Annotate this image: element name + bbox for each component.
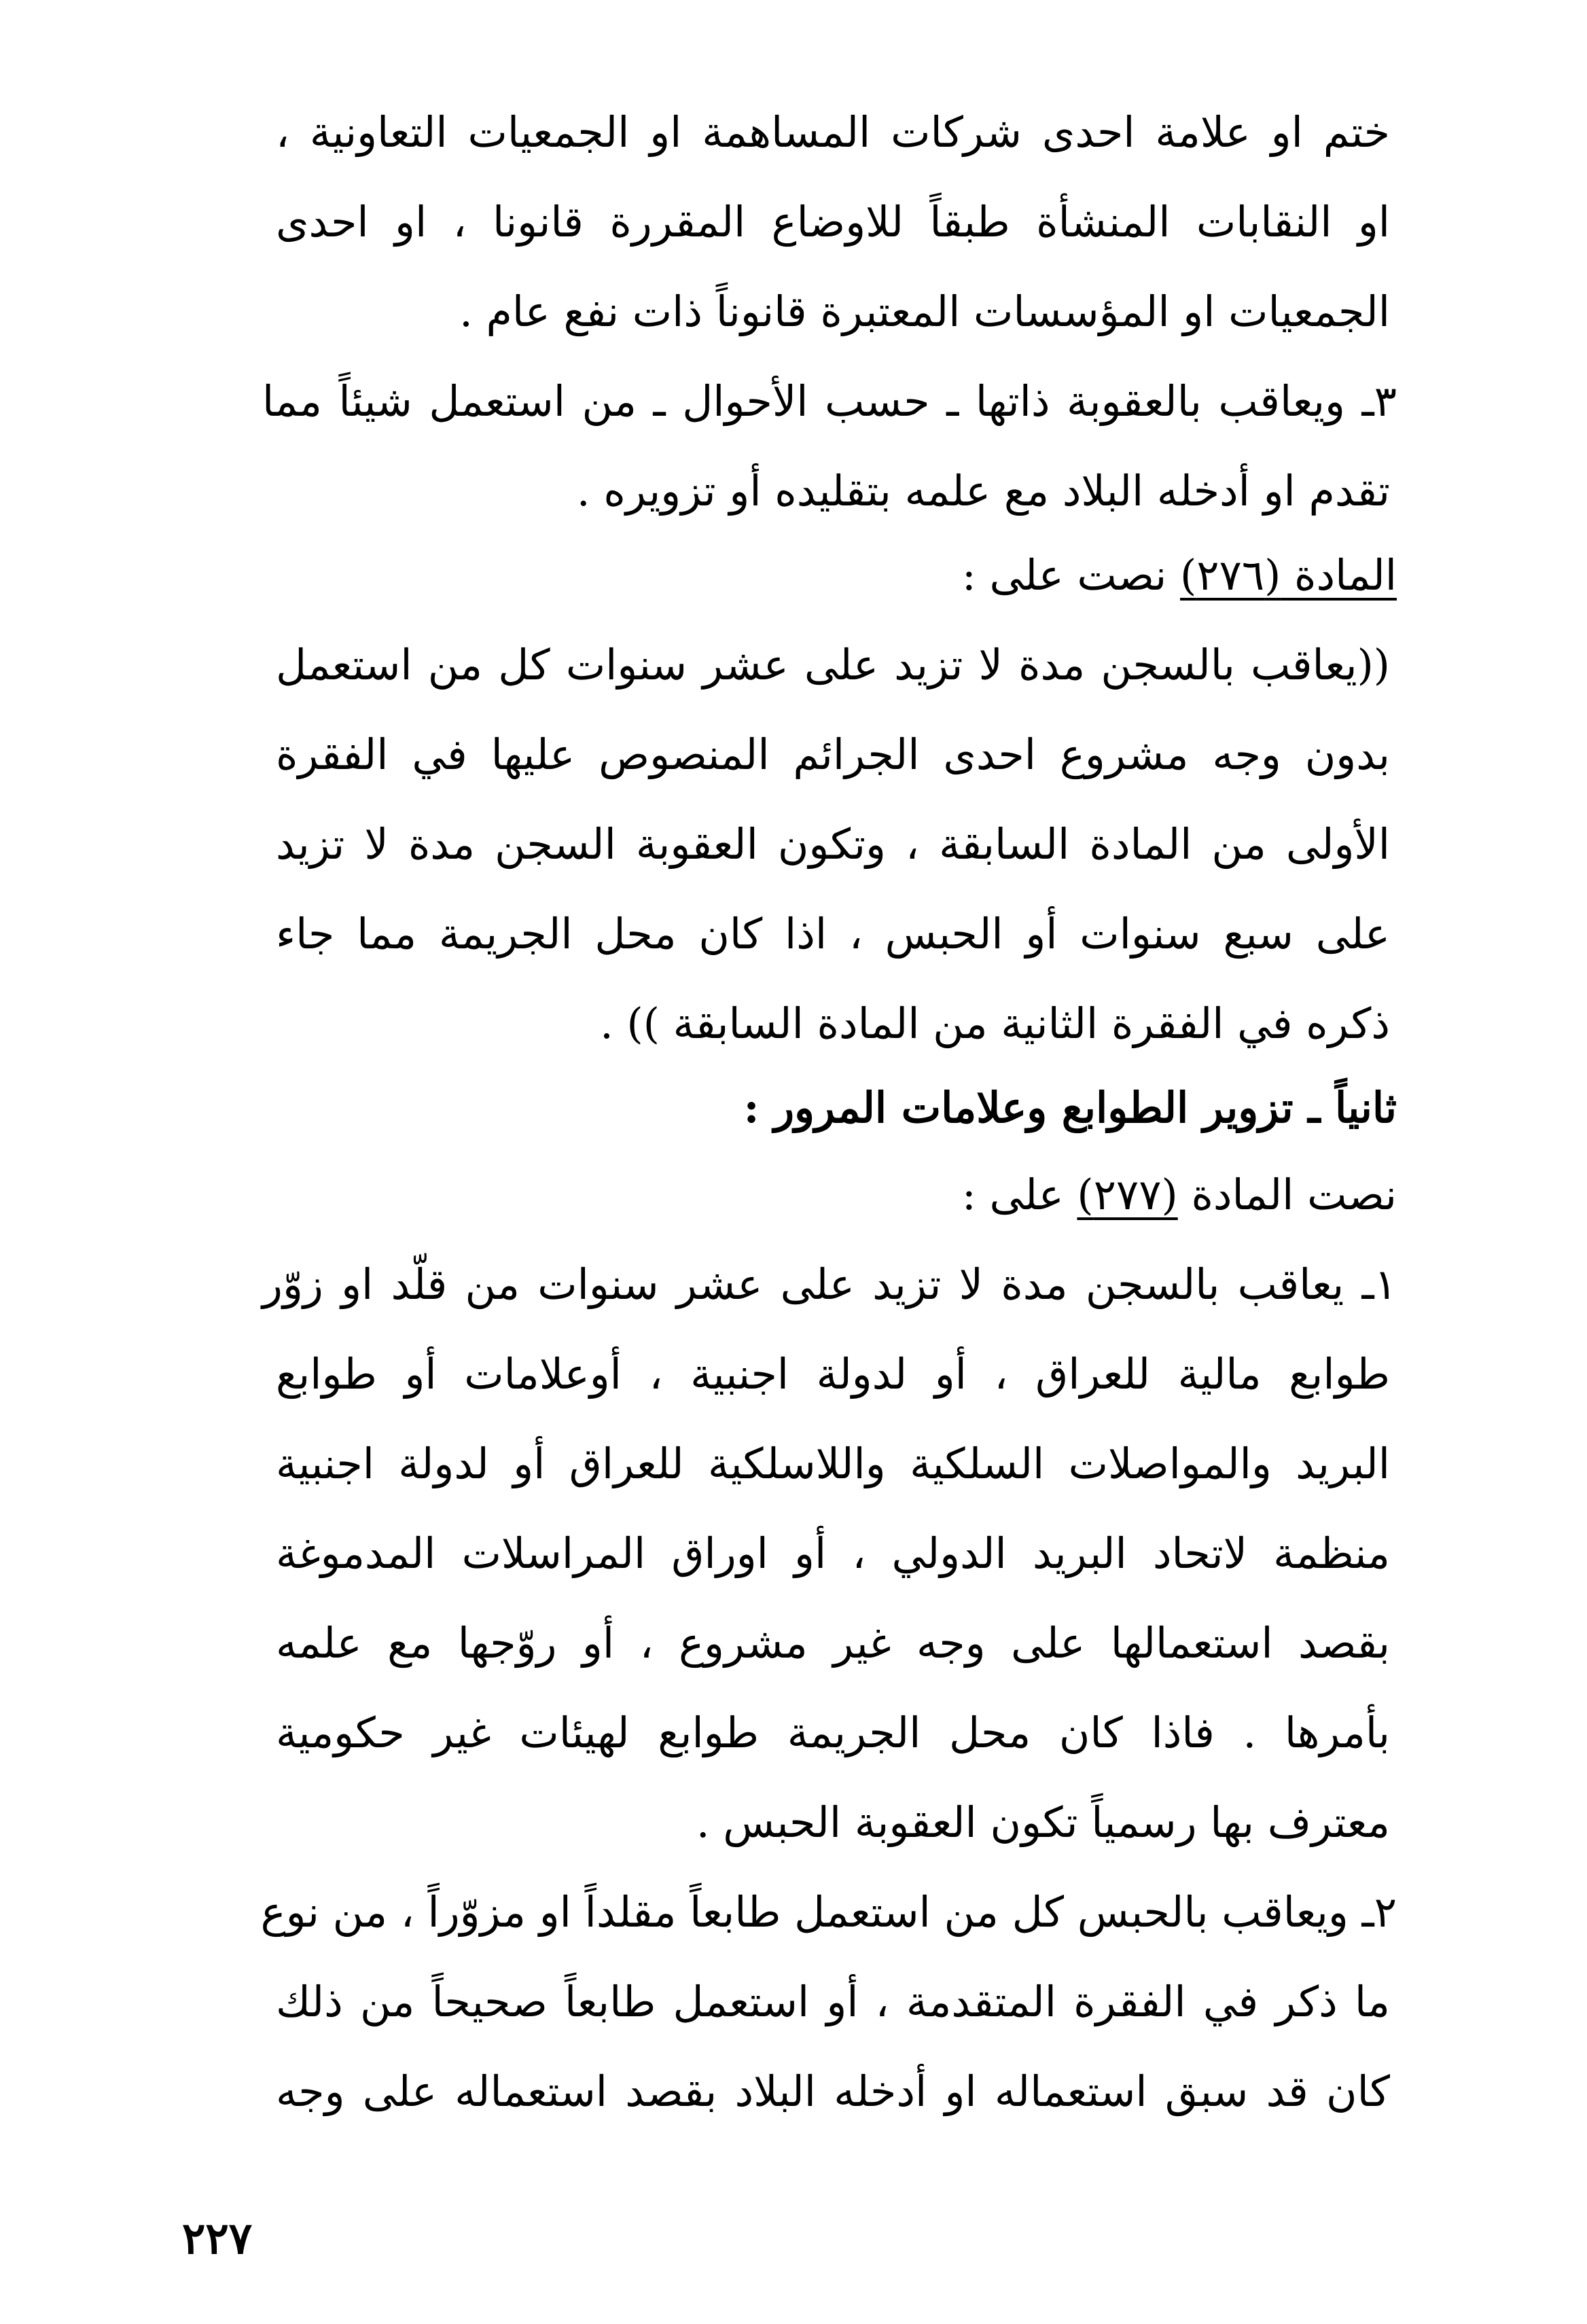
text-line: ((يعاقب بالسجن مدة لا تزيد على عشر سنوات كل من استعمل xyxy=(276,640,1390,690)
article-intro: نصت على : xyxy=(961,550,1181,600)
text-line: ختم او علامة احدى شركات المساهمة او الجمعيات التعاونية ، xyxy=(276,107,1390,157)
text-line: تقدم او أدخله البلاد مع علمه بتقليده أو تزويره . xyxy=(576,466,1390,516)
text-line: بأمرها . فاذا كان محل الجريمة طوابع لهيئات غير حكومية xyxy=(276,1708,1390,1757)
text-line: منظمة لاتحاد البريد الدولي ، أو اوراق المراسلات المدموغة xyxy=(276,1529,1390,1578)
text-line: كان قد سبق استعماله او أدخله البلاد بقصد استعماله على وجه xyxy=(276,2067,1390,2116)
text-line: البريد والمواصلات السلكية واللاسلكية للعراق أو لدولة اجنبية xyxy=(276,1439,1390,1488)
text-line: بقصد استعمالها على وجه غير مشروع ، أو روّجها مع علمه xyxy=(276,1618,1390,1668)
text-line: الجمعيات او المؤسسات المعتبرة قانوناً ذات نفع عام . xyxy=(459,287,1390,336)
article-heading-277 xyxy=(283,1151,1397,1239)
page-number: ٢٢٧ xyxy=(182,2213,253,2264)
article-label: المادة xyxy=(1281,550,1397,600)
text-line: ١ـ يعاقب بالسجن مدة لا تزيد على عشر سنوات من قلّد او زوّر xyxy=(262,1259,1397,1309)
text-line: الأولى من المادة السابقة ، وتكون العقوبة السجن مدة لا تزيد xyxy=(276,819,1390,869)
text-line: ٢ـ ويعاقب بالحبس كل من استعمل طابعاً مقلداً او مزوّراً ، من نوع xyxy=(260,1887,1397,1937)
section-heading: ثانياً ـ تزوير الطوابع وعلامات المرور : xyxy=(743,1083,1397,1132)
text-line: بدون وجه مشروع احدى الجرائم المنصوص عليها في الفقرة xyxy=(276,730,1390,779)
text-line: ما ذكر في الفقرة المتقدمة ، أو استعمل طابعاً صحيحاً من ذلك xyxy=(276,1977,1390,2026)
text-line: او النقابات المنشأة طبقاً للاوضاع المقررة قانونا ، او احدى xyxy=(276,197,1390,247)
article-number: (٢٧٧) xyxy=(1077,1170,1178,1219)
article-heading-276 xyxy=(283,531,1397,620)
text-line: طوابع مالية للعراق ، أو لدولة اجنبية ، أوعلامات أو طوابع xyxy=(276,1349,1390,1399)
text-line: ٣ـ ويعاقب بالعقوبة ذاتها ـ حسب الأحوال ـ من استعمل شيئاً مما xyxy=(262,376,1397,426)
text-line: على سبع سنوات أو الحبس ، اذا كان محل الجريمة مما جاء xyxy=(276,909,1390,959)
article-number: (٢٧٦) xyxy=(1180,550,1281,600)
article-label: نصت المادة xyxy=(1177,1170,1397,1219)
text-line: ذكره في الفقرة الثانية من المادة السابقة )) . xyxy=(600,999,1390,1048)
text-line: معترف بها رسمياً تكون العقوبة الحبس . xyxy=(696,1798,1390,1847)
article-intro: على : xyxy=(961,1170,1077,1219)
